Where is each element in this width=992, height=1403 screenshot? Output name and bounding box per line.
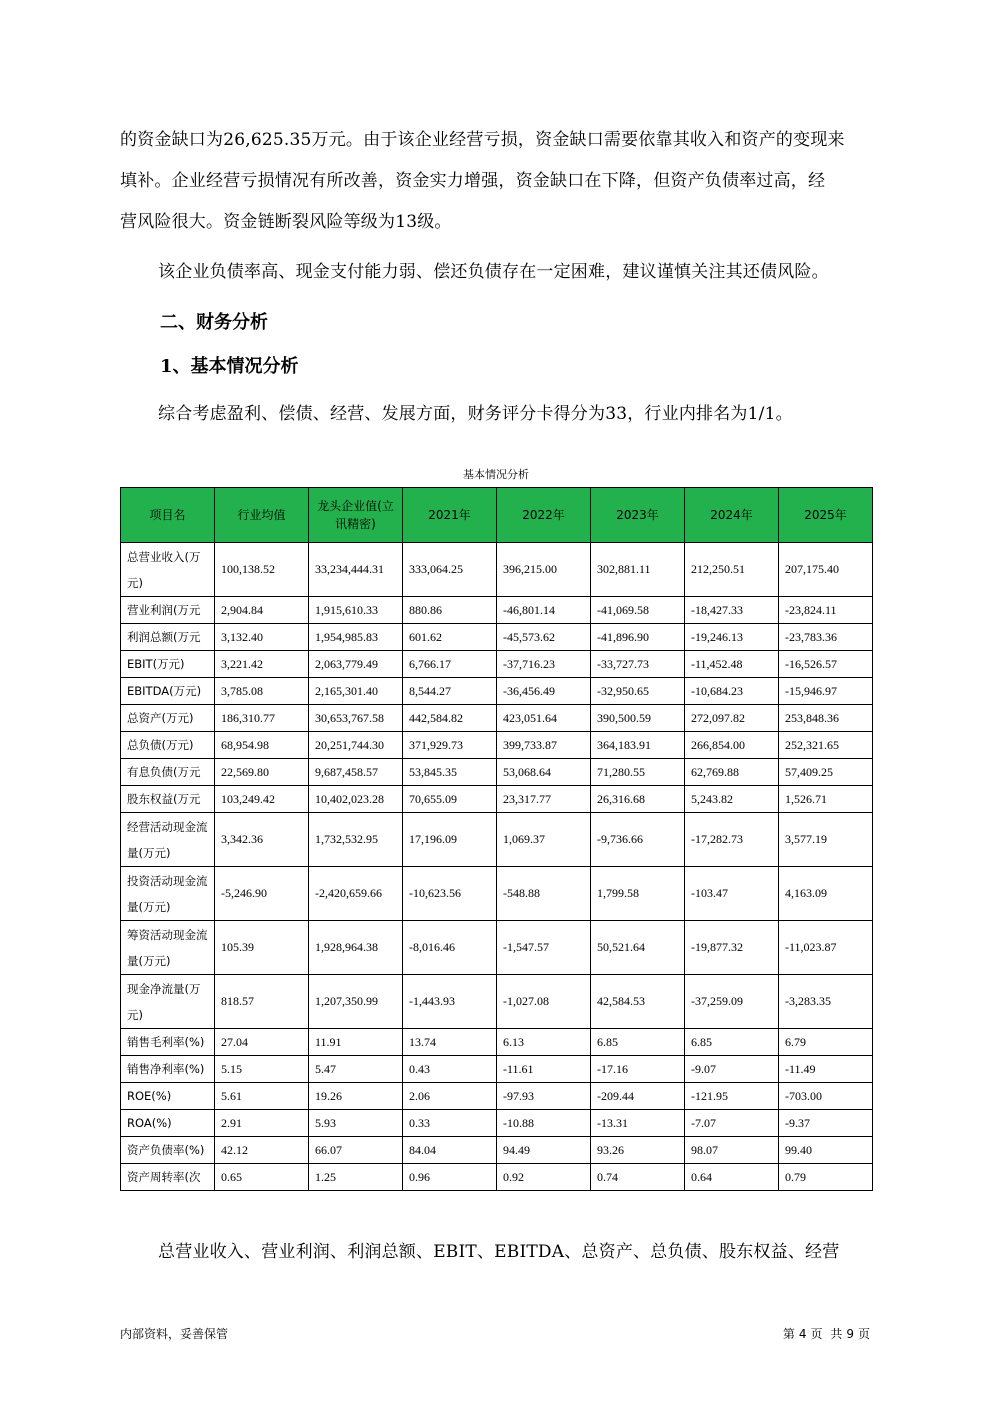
table-cell: 1.25 bbox=[309, 1164, 403, 1191]
table-cell: -11.49 bbox=[779, 1056, 873, 1083]
table-cell: -10,623.56 bbox=[403, 867, 497, 921]
page-prefix: 第 bbox=[782, 1327, 795, 1341]
table-cell: 6.13 bbox=[497, 1029, 591, 1056]
table-cell: -19,246.13 bbox=[685, 624, 779, 651]
table-cell: 1,915,610.33 bbox=[309, 597, 403, 624]
table-cell: -9,736.66 bbox=[591, 813, 685, 867]
table-cell: -15,946.97 bbox=[779, 678, 873, 705]
table-caption: 基本情况分析 bbox=[463, 468, 529, 481]
column-header: 龙头企业值(立讯精密) bbox=[309, 488, 403, 543]
table-cell: 99.40 bbox=[779, 1137, 873, 1164]
table-cell: 5.47 bbox=[309, 1056, 403, 1083]
table-cell: 94.49 bbox=[497, 1137, 591, 1164]
page-unit: 页 bbox=[810, 1327, 823, 1341]
table-cell: 19.26 bbox=[309, 1083, 403, 1110]
table-cell: -1,547.57 bbox=[497, 921, 591, 975]
table-cell: 5,243.82 bbox=[685, 786, 779, 813]
table-cell: 0.33 bbox=[403, 1110, 497, 1137]
table-cell: -11,452.48 bbox=[685, 651, 779, 678]
table-cell: 2,904.84 bbox=[215, 597, 309, 624]
table-row bbox=[121, 543, 873, 597]
column-header: 2024年 bbox=[685, 488, 779, 543]
table-cell: 6.85 bbox=[685, 1029, 779, 1056]
table-cell: 252,321.65 bbox=[779, 732, 873, 759]
table-cell: 1,928,964.38 bbox=[309, 921, 403, 975]
table-cell: 3,132.40 bbox=[215, 624, 309, 651]
table-cell: 84.04 bbox=[403, 1137, 497, 1164]
column-header: 行业均值 bbox=[215, 488, 309, 543]
row-label: 资产负债率(%) bbox=[121, 1137, 215, 1164]
row-label: 有息负债(万元 bbox=[121, 759, 215, 786]
table-cell: 0.74 bbox=[591, 1164, 685, 1191]
paragraph-line: 的资金缺口为26,625.35万元。由于该企业经营亏损，资金缺口需要依靠其收入和资产的变现来 bbox=[120, 130, 845, 150]
table-header-row bbox=[121, 488, 873, 543]
table-cell: -10,684.23 bbox=[685, 678, 779, 705]
table-cell: 13.74 bbox=[403, 1029, 497, 1056]
table-cell: 2,165,301.40 bbox=[309, 678, 403, 705]
table-cell: -9.07 bbox=[685, 1056, 779, 1083]
table-cell: 253,848.36 bbox=[779, 705, 873, 732]
row-label: 资产周转率(次 bbox=[121, 1164, 215, 1191]
table-cell: 103,249.42 bbox=[215, 786, 309, 813]
table-cell: 333,064.25 bbox=[403, 543, 497, 597]
table-row bbox=[121, 597, 873, 624]
table-cell: 2,063,779.49 bbox=[309, 651, 403, 678]
table-cell: -23,824.11 bbox=[779, 597, 873, 624]
table-cell: 42,584.53 bbox=[591, 975, 685, 1029]
table-body bbox=[121, 543, 873, 1191]
footer-page-indicator bbox=[781, 1325, 872, 1342]
row-label: ROA(%) bbox=[121, 1110, 215, 1137]
table-cell: -121.95 bbox=[685, 1083, 779, 1110]
table-cell: 10,402,023.28 bbox=[309, 786, 403, 813]
column-header: 2021年 bbox=[403, 488, 497, 543]
paragraph-metrics-intro: 总营业收入、营业利润、利润总额、EBIT、EBITDA、总资产、总负债、股东权益、经营 bbox=[158, 1242, 840, 1262]
row-label: 投资活动现金流量(万元) bbox=[121, 867, 215, 921]
table-cell: 2.91 bbox=[215, 1110, 309, 1137]
table-cell: 364,183.91 bbox=[591, 732, 685, 759]
page-number: 4 bbox=[798, 1327, 807, 1341]
table-cell: -37,716.23 bbox=[497, 651, 591, 678]
table-cell: 5.15 bbox=[215, 1056, 309, 1083]
table-cell: -45,573.62 bbox=[497, 624, 591, 651]
table-cell: 62,769.88 bbox=[685, 759, 779, 786]
table-cell: -19,877.32 bbox=[685, 921, 779, 975]
table-cell: -7.07 bbox=[685, 1110, 779, 1137]
table-cell: 0.79 bbox=[779, 1164, 873, 1191]
table-cell: 1,207,350.99 bbox=[309, 975, 403, 1029]
table-cell: 6.85 bbox=[591, 1029, 685, 1056]
table-cell: 1,732,532.95 bbox=[309, 813, 403, 867]
table-cell: -17,282.73 bbox=[685, 813, 779, 867]
table-cell: 3,342.36 bbox=[215, 813, 309, 867]
table-cell: 818.57 bbox=[215, 975, 309, 1029]
paragraph-line: 营风险很大。资金链断裂风险等级为13级。 bbox=[120, 212, 452, 232]
table-cell: -3,283.35 bbox=[779, 975, 873, 1029]
table-cell: 30,653,767.58 bbox=[309, 705, 403, 732]
table-cell: -5,246.90 bbox=[215, 867, 309, 921]
table-row bbox=[121, 624, 873, 651]
table-cell: 105.39 bbox=[215, 921, 309, 975]
section-heading: 二、财务分析 bbox=[160, 312, 268, 333]
table-row bbox=[121, 813, 873, 867]
table-cell: 22,569.80 bbox=[215, 759, 309, 786]
table-cell: 23,317.77 bbox=[497, 786, 591, 813]
table-cell: 396,215.00 bbox=[497, 543, 591, 597]
table-cell: 212,250.51 bbox=[685, 543, 779, 597]
table-cell: -103.47 bbox=[685, 867, 779, 921]
table-cell: 3,221.42 bbox=[215, 651, 309, 678]
table-cell: 93.26 bbox=[591, 1137, 685, 1164]
table-cell: 6.79 bbox=[779, 1029, 873, 1056]
table-cell: -37,259.09 bbox=[685, 975, 779, 1029]
table-row bbox=[121, 1137, 873, 1164]
table-cell: -18,427.33 bbox=[685, 597, 779, 624]
table-cell: 4,163.09 bbox=[779, 867, 873, 921]
table-cell: 42.12 bbox=[215, 1137, 309, 1164]
table-cell: 601.62 bbox=[403, 624, 497, 651]
table-cell: -36,456.49 bbox=[497, 678, 591, 705]
table-cell: 98.07 bbox=[685, 1137, 779, 1164]
row-label: 总营业收入(万元) bbox=[121, 543, 215, 597]
table-cell: -2,420,659.66 bbox=[309, 867, 403, 921]
table-cell: -548.88 bbox=[497, 867, 591, 921]
row-label: EBIT(万元) bbox=[121, 651, 215, 678]
table-cell: -33,727.73 bbox=[591, 651, 685, 678]
table-cell: -1,443.93 bbox=[403, 975, 497, 1029]
paragraph-scorecard: 综合考虑盈利、偿债、经营、发展方面，财务评分卡得分为33，行业内排名为1/1。 bbox=[158, 404, 793, 424]
table-cell: 266,854.00 bbox=[685, 732, 779, 759]
table-cell: -17.16 bbox=[591, 1056, 685, 1083]
table-cell: 442,584.82 bbox=[403, 705, 497, 732]
table-cell: -32,950.65 bbox=[591, 678, 685, 705]
row-label: ROE(%) bbox=[121, 1083, 215, 1110]
paragraph-funding-gap bbox=[120, 120, 872, 243]
row-label: 股东权益(万元 bbox=[121, 786, 215, 813]
column-header: 项目名 bbox=[121, 488, 215, 543]
table-row bbox=[121, 732, 873, 759]
table-row bbox=[121, 1056, 873, 1083]
table-row bbox=[121, 759, 873, 786]
table-cell: -46,801.14 bbox=[497, 597, 591, 624]
table-cell: 53,845.35 bbox=[403, 759, 497, 786]
table-cell: -209.44 bbox=[591, 1083, 685, 1110]
table-row bbox=[121, 921, 873, 975]
table-cell: 53,068.64 bbox=[497, 759, 591, 786]
table-cell: -97.93 bbox=[497, 1083, 591, 1110]
table-cell: 3,577.19 bbox=[779, 813, 873, 867]
table-cell: 27.04 bbox=[215, 1029, 309, 1056]
row-label: 营业利润(万元 bbox=[121, 597, 215, 624]
table-cell: 11.91 bbox=[309, 1029, 403, 1056]
table-cell: 9,687,458.57 bbox=[309, 759, 403, 786]
table-cell: 0.65 bbox=[215, 1164, 309, 1191]
table-cell: -16,526.57 bbox=[779, 651, 873, 678]
row-label: 总负债(万元) bbox=[121, 732, 215, 759]
table-cell: -41,069.58 bbox=[591, 597, 685, 624]
financial-summary-table bbox=[120, 487, 873, 1191]
table-cell: -11,023.87 bbox=[779, 921, 873, 975]
table-cell: 0.92 bbox=[497, 1164, 591, 1191]
row-label: EBITDA(万元) bbox=[121, 678, 215, 705]
table-cell: 17,196.09 bbox=[403, 813, 497, 867]
row-label: 总资产(万元) bbox=[121, 705, 215, 732]
table-cell: 371,929.73 bbox=[403, 732, 497, 759]
subsection-heading: 1、基本情况分析 bbox=[160, 356, 299, 377]
table-cell: 5.61 bbox=[215, 1083, 309, 1110]
table-cell: 880.86 bbox=[403, 597, 497, 624]
table-cell: 272,097.82 bbox=[685, 705, 779, 732]
table-cell: 1,069.37 bbox=[497, 813, 591, 867]
table-cell: -23,783.36 bbox=[779, 624, 873, 651]
table-cell: 186,310.77 bbox=[215, 705, 309, 732]
paragraph-risk-advice: 该企业负债率高、现金支付能力弱、偿还负债存在一定困难，建议谨慎关注其还债风险。 bbox=[158, 262, 829, 282]
paragraph-line: 填补。企业经营亏损情况有所改善，资金实力增强，资金缺口在下降，但资产负债率过高，经 bbox=[120, 171, 826, 191]
table-cell: 100,138.52 bbox=[215, 543, 309, 597]
table-row bbox=[121, 867, 873, 921]
row-label: 经营活动现金流量(万元) bbox=[121, 813, 215, 867]
table-cell: 0.96 bbox=[403, 1164, 497, 1191]
table-cell: 20,251,744.30 bbox=[309, 732, 403, 759]
table-cell: 207,175.40 bbox=[779, 543, 873, 597]
table-row bbox=[121, 1164, 873, 1191]
table-cell: -9.37 bbox=[779, 1110, 873, 1137]
table-cell: -8,016.46 bbox=[403, 921, 497, 975]
table-cell: 6,766.17 bbox=[403, 651, 497, 678]
table-cell: 302,881.11 bbox=[591, 543, 685, 597]
row-label: 销售净利率(%) bbox=[121, 1056, 215, 1083]
footer-confidential-note: 内部资料，妥善保管 bbox=[120, 1327, 229, 1341]
table-cell: 2.06 bbox=[403, 1083, 497, 1110]
table-row bbox=[121, 975, 873, 1029]
table-row bbox=[121, 1110, 873, 1137]
table-cell: 5.93 bbox=[309, 1110, 403, 1137]
column-header: 2023年 bbox=[591, 488, 685, 543]
table-cell: 1,526.71 bbox=[779, 786, 873, 813]
table-cell: 423,051.64 bbox=[497, 705, 591, 732]
total-unit: 页 bbox=[857, 1327, 870, 1341]
table-row bbox=[121, 705, 873, 732]
row-label: 现金净流量(万元) bbox=[121, 975, 215, 1029]
table-cell: -11.61 bbox=[497, 1056, 591, 1083]
table-cell: 57,409.25 bbox=[779, 759, 873, 786]
row-label: 筹资活动现金流量(万元) bbox=[121, 921, 215, 975]
table-cell: 66.07 bbox=[309, 1137, 403, 1164]
column-header: 2025年 bbox=[779, 488, 873, 543]
table-cell: -1,027.08 bbox=[497, 975, 591, 1029]
table-row bbox=[121, 651, 873, 678]
table-row bbox=[121, 786, 873, 813]
table-cell: 71,280.55 bbox=[591, 759, 685, 786]
table-cell: 3,785.08 bbox=[215, 678, 309, 705]
row-label: 销售毛利率(%) bbox=[121, 1029, 215, 1056]
row-label: 利润总额(万元 bbox=[121, 624, 215, 651]
table-cell: -703.00 bbox=[779, 1083, 873, 1110]
table-cell: 0.43 bbox=[403, 1056, 497, 1083]
table-cell: 1,954,985.83 bbox=[309, 624, 403, 651]
table-row bbox=[121, 678, 873, 705]
table-cell: 33,234,444.31 bbox=[309, 543, 403, 597]
total-pages: 9 bbox=[846, 1327, 854, 1341]
table-cell: 68,954.98 bbox=[215, 732, 309, 759]
table-cell: 390,500.59 bbox=[591, 705, 685, 732]
table-row bbox=[121, 1083, 873, 1110]
table-cell: -13.31 bbox=[591, 1110, 685, 1137]
column-header: 2022年 bbox=[497, 488, 591, 543]
table-cell: 70,655.09 bbox=[403, 786, 497, 813]
table-cell: 1,799.58 bbox=[591, 867, 685, 921]
table-cell: 26,316.68 bbox=[591, 786, 685, 813]
table-row bbox=[121, 1029, 873, 1056]
table-cell: 50,521.64 bbox=[591, 921, 685, 975]
table-cell: -10.88 bbox=[497, 1110, 591, 1137]
table-cell: 8,544.27 bbox=[403, 678, 497, 705]
total-prefix: 共 bbox=[830, 1327, 843, 1341]
table-cell: -41,896.90 bbox=[591, 624, 685, 651]
table-cell: 399,733.87 bbox=[497, 732, 591, 759]
table-cell: 0.64 bbox=[685, 1164, 779, 1191]
